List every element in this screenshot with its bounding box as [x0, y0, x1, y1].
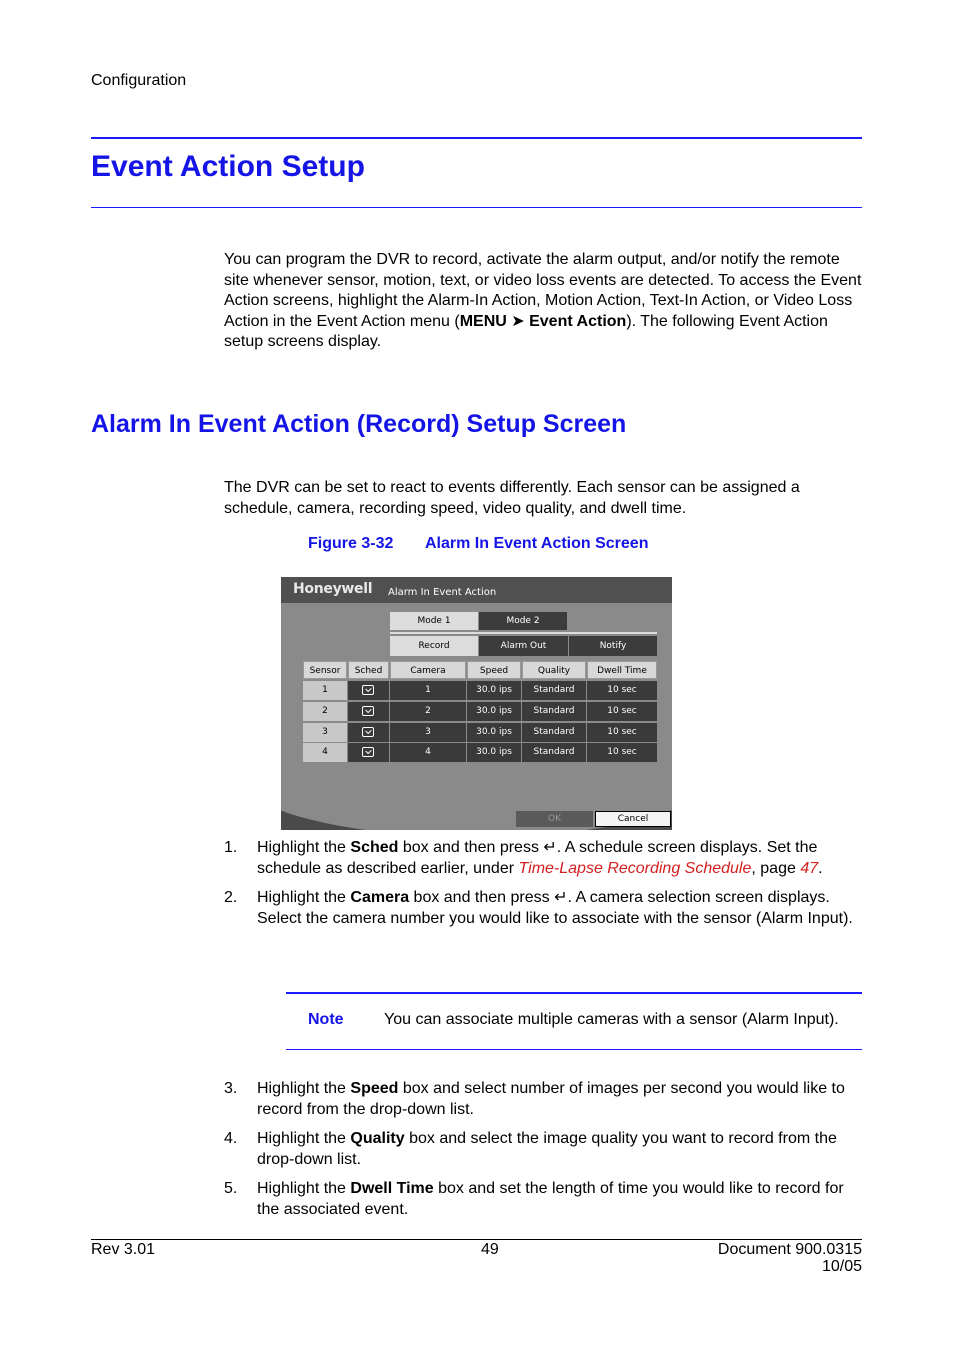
section-paragraph: The DVR can be set to react to events differently. Each sensor can be assigned a schedule, camera, recording speed, video quality, and dwell time. [224, 479, 800, 517]
step-4: 4. Highlight the Quality box and select the image quality you want to record from the drop-down list. [224, 1130, 837, 1168]
col-dwell-time: Dwell Time [587, 661, 657, 679]
tab-mode-2[interactable]: Mode 2 [479, 612, 567, 630]
intro-paragraph: You can program the DVR to record, activate the alarm output, and/or notify the remote site whenever sensor, motion, text, or video loss events are detected. To access the Event Action screens, highlight the Alarm-In Action, Motion Action, Text-In Action, or Video Loss Action in the Event Action menu (MENU ➤ Event Action). The following Event Action setup screens display. [224, 251, 862, 350]
row1-quality[interactable]: Standard [522, 681, 586, 700]
arrow-icon: ➤ [511, 312, 525, 330]
step-3: 3. Highlight the Speed box and select number of images per second you would like to record from the drop-down list. [224, 1080, 845, 1118]
footer-page-number: 49 [481, 1241, 499, 1258]
ok-button[interactable]: OK [516, 811, 593, 827]
row3-dwell[interactable]: 10 sec [587, 723, 657, 742]
row4-quality[interactable]: Standard [522, 743, 586, 762]
row4-speed[interactable]: 30.0 ips [467, 743, 521, 762]
figure-number: Figure 3-32 [308, 535, 394, 552]
step-2: 2. Highlight the Camera box and then press ↵. A camera selection screen displays. Select the camera number you would like to associate with the sensor (Alarm Input). [224, 889, 853, 927]
row3-sensor: 3 [303, 723, 347, 742]
section-title: Alarm In Event Action (Record) Setup Screen [91, 410, 627, 438]
row2-sensor: 2 [303, 702, 347, 721]
dvr-screen-title: Alarm In Event Action [388, 587, 497, 598]
tab-divider [390, 632, 657, 634]
step-5: 5. Highlight the Dwell Time box and set the length of time you would like to record for the associated event. [224, 1180, 844, 1218]
figure-caption: Alarm In Event Action Screen [425, 535, 649, 552]
tab-record[interactable]: Record [390, 636, 478, 656]
page-title: Event Action Setup [91, 150, 365, 183]
schedule-link[interactable]: Time-Lapse Recording Schedule [518, 859, 752, 877]
col-sensor: Sensor [303, 661, 347, 679]
footer-document: Document 900.0315 10/05 [717, 1241, 862, 1275]
calendar-check-icon [362, 747, 374, 757]
row1-dwell[interactable]: 10 sec [587, 681, 657, 700]
cancel-button[interactable]: Cancel [595, 811, 671, 827]
note-rule-top [286, 992, 862, 994]
col-speed: Speed [467, 661, 521, 679]
footer-rev: Rev 3.01 [91, 1241, 156, 1258]
col-sched: Sched [348, 661, 389, 679]
tab-alarm-out[interactable]: Alarm Out [479, 636, 568, 656]
note-rule-bottom [286, 1049, 862, 1050]
row3-camera[interactable]: 3 [390, 723, 466, 742]
row4-dwell[interactable]: 10 sec [587, 743, 657, 762]
row2-speed[interactable]: 30.0 ips [467, 702, 521, 721]
row1-sched[interactable] [348, 681, 389, 700]
row3-speed[interactable]: 30.0 ips [467, 723, 521, 742]
row3-sched[interactable] [348, 723, 389, 742]
note-text: You can associate multiple cameras with a sensor (Alarm Input). [384, 1011, 839, 1028]
row1-camera[interactable]: 1 [390, 681, 466, 700]
tab-mode-1[interactable]: Mode 1 [390, 612, 478, 630]
row2-quality[interactable]: Standard [522, 702, 586, 721]
row4-sched[interactable] [348, 743, 389, 762]
row2-dwell[interactable]: 10 sec [587, 702, 657, 721]
row4-camera[interactable]: 4 [390, 743, 466, 762]
col-quality: Quality [522, 661, 586, 679]
calendar-check-icon [362, 706, 374, 716]
dvr-screen [281, 577, 672, 830]
tab-notify[interactable]: Notify [569, 636, 657, 656]
page-link[interactable]: 47 [800, 859, 819, 877]
row3-quality[interactable]: Standard [522, 723, 586, 742]
calendar-check-icon [362, 685, 374, 695]
row2-sched[interactable] [348, 702, 389, 721]
row1-sensor: 1 [303, 681, 347, 700]
honeywell-logo: Honeywell [293, 581, 373, 597]
row1-speed[interactable]: 30.0 ips [467, 681, 521, 700]
title-rule-bottom [91, 207, 862, 208]
title-rule-top [91, 137, 862, 139]
note-label: Note [308, 1011, 344, 1028]
running-header: Configuration [91, 72, 187, 89]
step-1: 1. Highlight the Sched box and then press ↵. A schedule screen displays. Set the schedule as described earlier, under Time-Lapse Recording Schedule, page 47. [224, 839, 823, 877]
row2-camera[interactable]: 2 [390, 702, 466, 721]
calendar-check-icon [362, 727, 374, 737]
footer-rule [91, 1239, 862, 1240]
col-camera: Camera [390, 661, 466, 679]
row4-sensor: 4 [303, 743, 347, 762]
